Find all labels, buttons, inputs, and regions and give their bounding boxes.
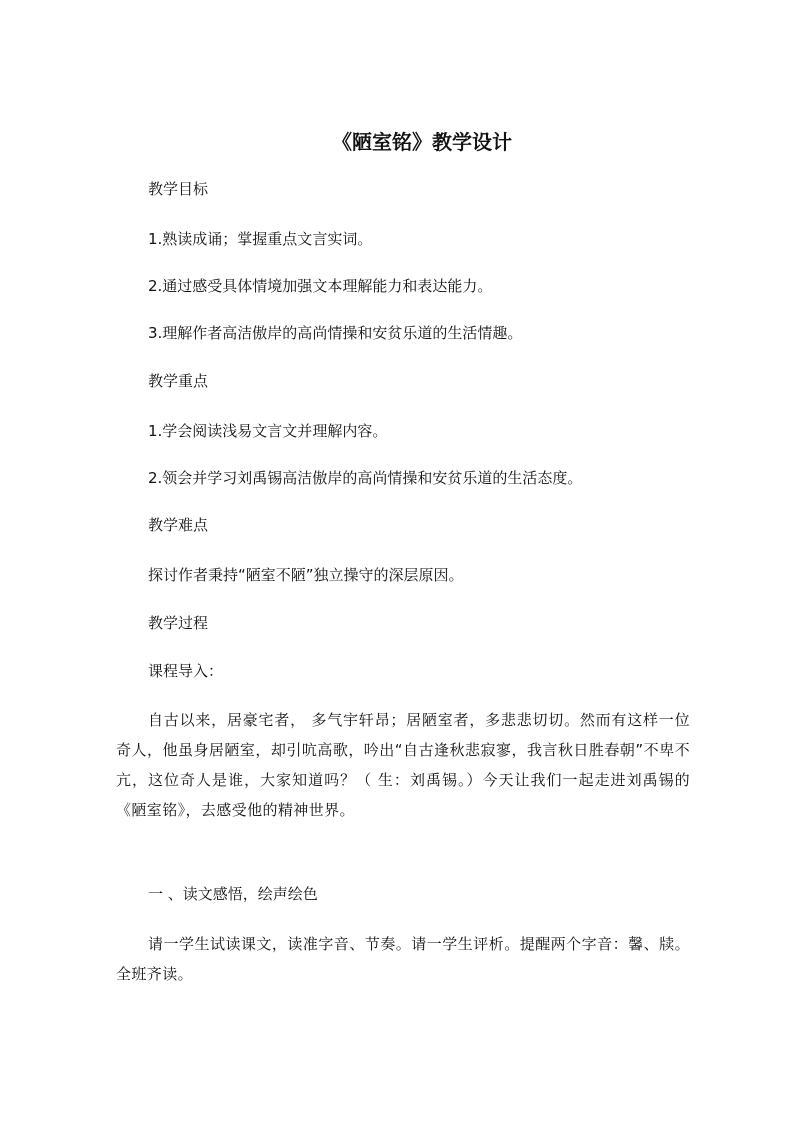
objective-item-3: 3.理解作者高洁傲岸的高尚情操和安贫乐道的生活情趣。 <box>148 324 523 342</box>
step-1-paragraph: 请一学生试读课文，读准字音、节奏。请一学生评析。提醒两个字音：馨、牍。全班齐读。 <box>116 935 690 983</box>
objective-item-2: 2.通过感受具体情境加强文本理解能力和表达能力。 <box>148 277 493 295</box>
step-1-heading: 一 、读文感悟，绘声绘色 <box>148 885 318 903</box>
document-title: 《陋室铭》教学设计 <box>332 130 512 154</box>
key-points-heading: 教学重点 <box>148 372 209 390</box>
process-heading: 教学过程 <box>148 614 209 632</box>
key-point-item-1: 1.学会阅读浅易文言文并理解内容。 <box>148 422 388 440</box>
intro-heading: 课程导入： <box>148 662 224 680</box>
intro-paragraph: 自古以来，居豪宅者， 多气宇轩昂；居陋室者，多悲悲切切。然而有这样一位奇人，他虽身居陋室，却引吭高歌，吟出“自古逢秋悲寂寥，我言秋日胜春朝”不卑不亢，这位奇人是谁，大家知道吗？（ 生：刘禹锡。）今天让我们一起走进刘禹锡的《陋室铭》，去感受他的精神世界。 <box>116 711 690 819</box>
objectives-heading: 教学目标 <box>148 180 209 198</box>
objective-item-1: 1.熟读成诵；掌握重点文言实词。 <box>148 230 373 248</box>
key-point-item-2: 2.领会并学习刘禹锡高洁傲岸的高尚情操和安贫乐道的生活态度。 <box>148 469 583 487</box>
difficulty-item-1: 探讨作者秉持“陋室不陋”独立操守的深层原因。 <box>148 566 464 584</box>
difficulty-heading: 教学难点 <box>148 516 209 534</box>
